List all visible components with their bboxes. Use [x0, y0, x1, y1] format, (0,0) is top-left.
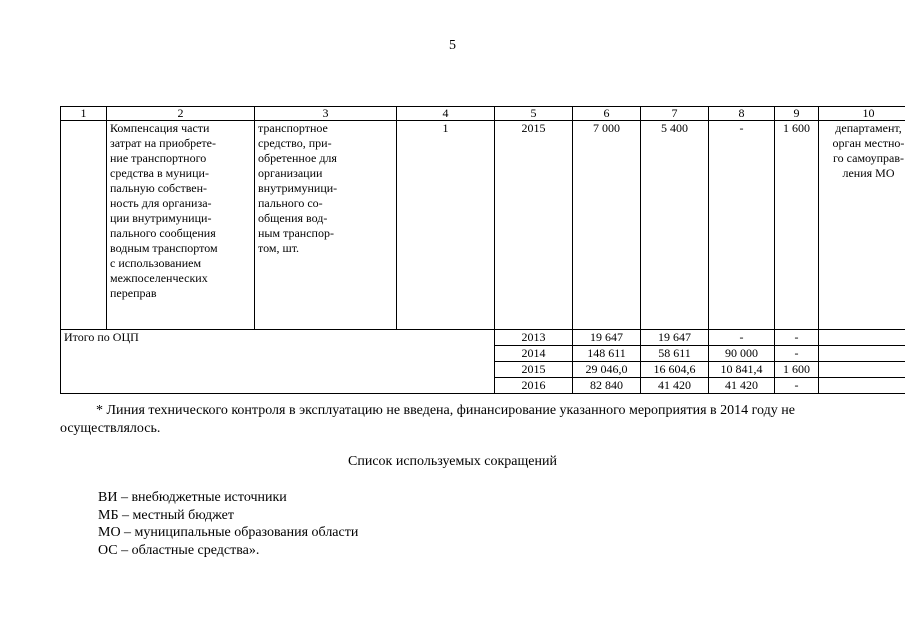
measure-name-line: пальную собствен-	[110, 181, 208, 195]
total-value-cell: 82 840	[573, 378, 641, 394]
abbreviations-list	[98, 489, 358, 559]
total-value-cell: 16 604,6	[641, 362, 709, 378]
indicator-line: обретенное для	[258, 151, 337, 165]
total-empty-cell	[819, 330, 905, 346]
indicator-line: внутримуници-	[258, 181, 338, 195]
total-value-cell: 41 420	[641, 378, 709, 394]
total-value-cell: -	[775, 378, 819, 394]
executor-cell	[819, 121, 905, 330]
measure-name-line: ние транспортного	[110, 151, 207, 165]
indicator-line: организации	[258, 166, 323, 180]
total-amount-cell: 7 000	[573, 121, 641, 330]
total-value-cell: 19 647	[641, 330, 709, 346]
abbreviations-title: Список используемых сокращений	[348, 454, 557, 469]
total-year-cell: 2014	[495, 346, 573, 362]
header-cell: 9	[775, 107, 819, 121]
total-value-cell: 148 611	[573, 346, 641, 362]
indicator-line: пального со-	[258, 196, 323, 210]
total-year-cell: 2015	[495, 362, 573, 378]
total-value-cell: 41 420	[709, 378, 775, 394]
total-empty-cell	[819, 378, 905, 394]
total-row	[61, 330, 905, 346]
indicator-line: средство, при-	[258, 136, 332, 150]
measure-name-line: ность для организа-	[110, 196, 212, 210]
abbreviation-item: МБ – местный бюджет	[98, 507, 234, 523]
year-cell: 2015	[495, 121, 573, 330]
measure-name-line: пального сообщения	[110, 226, 216, 240]
executor-line: орган местно-	[832, 136, 905, 150]
measure-name-cell	[107, 121, 255, 330]
abbreviation-item: ВИ – внебюджетные источники	[98, 490, 287, 505]
measure-name-line: переправ	[110, 286, 157, 300]
total-year-cell: 2013	[495, 330, 573, 346]
measure-name-line: с использованием	[110, 256, 202, 270]
footnote-text: * Линия технического контроля в эксплуатацию не введена, финансирование указанного мероприятия в 2014 году не осуществлялось.	[60, 403, 795, 436]
header-cell: 10	[819, 107, 905, 121]
measure-name-line: затрат на приобрете-	[110, 136, 216, 150]
measure-name-line: средства в муници-	[110, 166, 209, 180]
measure-name-line: Компенсация части	[110, 121, 210, 135]
executor-line: департамент,	[835, 121, 902, 135]
executor-line: го самоуправ-	[833, 151, 904, 165]
total-label-cell: Итого по ОЦП	[61, 330, 495, 394]
header-cell: 7	[641, 107, 709, 121]
total-value-cell: 58 611	[641, 346, 709, 362]
header-cell: 3	[255, 107, 397, 121]
measure-name-line: ции внутримуници-	[110, 211, 212, 225]
footnote	[60, 402, 860, 438]
amount-cell: 1 600	[775, 121, 819, 330]
row-number-cell	[61, 121, 107, 330]
header-cell: 6	[573, 107, 641, 121]
table-header-row	[61, 107, 905, 121]
abbreviation-item: ОС – областные средства».	[98, 542, 260, 558]
total-value-cell: -	[775, 330, 819, 346]
abbreviation-item: МО – муниципальные образования области	[98, 525, 359, 540]
total-year-cell: 2016	[495, 378, 573, 394]
program-table	[60, 106, 905, 394]
total-empty-cell	[819, 362, 905, 378]
header-cell: 1	[61, 107, 107, 121]
amount-cell: -	[709, 121, 775, 330]
indicator-line: ным транспор-	[258, 226, 334, 240]
measure-name-line: межпоселенческих	[110, 271, 208, 285]
executor-line: ления МО	[842, 166, 895, 180]
total-value-cell: -	[709, 330, 775, 346]
indicator-line: общения вод-	[258, 211, 328, 225]
total-value-cell: 19 647	[573, 330, 641, 346]
header-cell: 4	[397, 107, 495, 121]
measure-name-line: водным транспортом	[110, 241, 218, 255]
quantity-cell: 1	[397, 121, 495, 330]
amount-cell: 5 400	[641, 121, 709, 330]
total-value-cell: 10 841,4	[709, 362, 775, 378]
header-cell: 5	[495, 107, 573, 121]
total-value-cell: 29 046,0	[573, 362, 641, 378]
table-row	[61, 121, 905, 330]
page-number: 5	[449, 38, 456, 53]
total-value-cell: -	[775, 346, 819, 362]
total-empty-cell	[819, 346, 905, 362]
header-cell: 2	[107, 107, 255, 121]
indicator-line: транспортное	[258, 121, 328, 135]
indicator-cell	[255, 121, 397, 330]
total-value-cell: 90 000	[709, 346, 775, 362]
indicator-line: том, шт.	[258, 241, 300, 255]
total-value-cell: 1 600	[775, 362, 819, 378]
header-cell: 8	[709, 107, 775, 121]
